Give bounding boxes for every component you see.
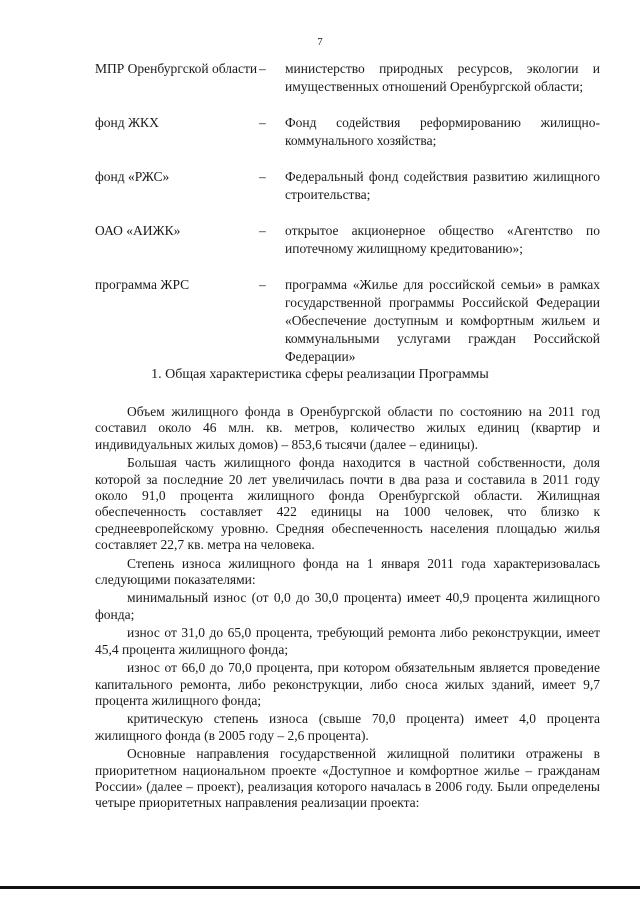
abbreviation-dash: – (259, 169, 266, 184)
abbreviation-term: фонд ЖКХ (95, 115, 159, 130)
paragraph: Большая часть жилищного фонда находится в частной собственности, доля которой за последние 20 лет увеличилась почти в два раза и составила в 2011 году около 91,0 процента жилищного фонда Оренбургской области. Жилищная обеспеченность составляет 422 единицы на 1000 человек, что близко к среднеевропейскому уровню. Средняя обеспеченность населения площадью жилья составляет 22,7 кв. метра на человека. (95, 455, 600, 553)
section-title: 1. Общая характеристика сферы реализации Программы (151, 367, 489, 382)
paragraph: Степень износа жилищного фонда на 1 января 2011 года характеризовалась следующими показателями: (95, 555, 600, 588)
page-number: 7 (317, 36, 323, 48)
abbreviation-dash: – (259, 61, 266, 76)
paragraph: минимальный износ (от 0,0 до 30,0 процента) имеет 40,9 процента жилищного фонда; (95, 590, 600, 622)
abbreviation-definition: Фонд содействия реформированию жилищно-коммунального хозяйства; (285, 115, 600, 148)
abbreviation-term: фонд «РЖС» (95, 169, 170, 184)
abbreviation-dash: – (259, 277, 266, 292)
paragraph: износ от 66,0 до 70,0 процента, при котором обязательным является проведение капитального ремонта, либо реконструкции, либо сноса жилых зданий, имеет 9,7 процента жилищного фонда; (95, 660, 600, 708)
paragraph: Объем жилищного фонда в Оренбургской области по состоянию на 2011 год составил около 46 млн. кв. метров, количество жилых единиц (квартир и индивидуальных жилых домов) – 853,6 тысячи (далее – единицы). (95, 404, 600, 452)
abbreviation-definition: Федеральный фонд содействия развитию жилищного строительства; (285, 169, 600, 202)
abbreviation-definition: открытое акционерное общество «Агентство по ипотечному жилищному кредитованию»; (285, 223, 600, 256)
footer-rule (0, 886, 640, 889)
abbreviation-row (95, 60, 600, 96)
abbreviation-row (95, 114, 600, 150)
abbreviation-row (95, 276, 600, 366)
body-text (95, 404, 600, 814)
abbreviation-list (95, 60, 600, 384)
abbreviation-definition: министерство природных ресурсов, экологии и имущественных отношений Оренбургской области; (285, 61, 600, 94)
abbreviation-term: программа ЖРС (95, 277, 190, 292)
paragraph: критическую степень износа (свыше 70,0 процента) имеет 4,0 процента жилищного фонда (в 2005 году – 2,6 процента). (95, 711, 600, 743)
paragraph: износ от 31,0 до 65,0 процента, требующий ремонта либо реконструкции, имеет 45,4 процента жилищного фонда; (95, 625, 600, 657)
abbreviation-term: МПР Оренбургской области (95, 61, 258, 76)
paragraph: Основные направления государственной жилищной политики отражены в приоритетном национальном проекте «Доступное и комфортное жилье – гражданам России» (далее – проект), реализация которого началась в 2006 году. Были определены четыре приоритетных направления реализации проекта: (95, 746, 600, 811)
abbreviation-row (95, 168, 600, 204)
abbreviation-definition: программа «Жилье для российской семьи» в рамках государственной программы Российской Федерации «Обеспечение доступным и комфортным жильем и коммунальными услугами граждан Российской Федерации» (285, 277, 600, 364)
abbreviation-dash: – (259, 223, 266, 238)
abbreviation-term: ОАО «АИЖК» (95, 223, 181, 238)
abbreviation-row (95, 222, 600, 258)
abbreviation-dash: – (259, 115, 266, 130)
